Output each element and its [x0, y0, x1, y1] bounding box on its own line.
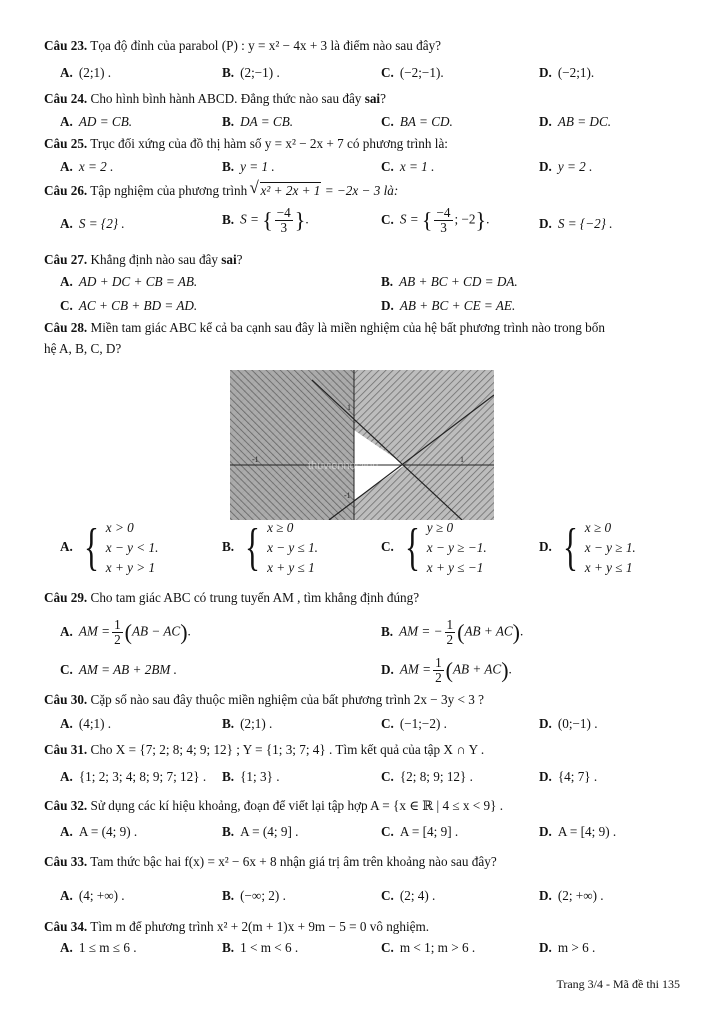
- question-28-line2: hệ A, B, C, D?: [44, 341, 122, 356]
- question-27: Câu 27. Khẳng định nào sau đây sai?: [44, 252, 243, 267]
- q29-options-row1: [0, 612, 724, 648]
- question-29: Câu 29. Cho tam giác ABC có trung tuyến AM , tìm khẳng định đúng?: [44, 590, 420, 605]
- question-number: Câu 29.: [44, 590, 88, 605]
- system: { x ≥ 0 x − y ≤ 1. x + y ≤ 1: [245, 519, 318, 576]
- option-c[interactable]: C. {2; 8; 9; 12} .: [381, 769, 473, 784]
- q24-options: [0, 112, 724, 134]
- question-number: Câu 26.: [44, 183, 88, 198]
- option-c[interactable]: C. (2; 4) .: [381, 888, 436, 903]
- question-26: Câu 26. Tập nghiệm của phương trình √ x² + 2x + 1 = −2x − 3 là:: [44, 182, 684, 200]
- tick-y-pos: 1: [347, 403, 351, 412]
- question-number: Câu 34.: [44, 919, 88, 934]
- option-d[interactable]: D. m > 6 .: [539, 940, 596, 955]
- q30-options: [0, 714, 724, 736]
- option-a[interactable]: A. AM = $\frac{1}{2}$ (AB − AC).: [60, 617, 191, 647]
- question-23: [44, 37, 684, 55]
- option-d[interactable]: D. { x ≥ 0 x − y ≥ 1. x + y ≤ 1: [539, 519, 636, 576]
- option-b[interactable]: B. (−∞; 2) .: [222, 888, 286, 903]
- triangle-region-figure: [230, 370, 494, 520]
- option-b[interactable]: B. { x ≥ 0 x − y ≤ 1. x + y ≤ 1: [222, 519, 318, 576]
- q27-options-row2: [0, 296, 724, 318]
- option-b[interactable]: B. AB + BC + CD = DA.: [381, 274, 518, 289]
- option-b[interactable]: B. A = (4; 9] .: [222, 824, 299, 839]
- fraction: $\frac{-4}{3}$: [276, 205, 291, 235]
- option-d[interactable]: D. y = 2 .: [539, 159, 593, 174]
- option-d[interactable]: D. {4; 7} .: [539, 769, 598, 784]
- option-b[interactable]: B. DA = CB.: [222, 114, 294, 129]
- tick-x-neg: -1: [252, 455, 259, 464]
- page-footer: Trang 3/4 - Mã đề thi 135: [556, 977, 680, 991]
- option-a[interactable]: A. A = (4; 9) .: [60, 824, 138, 839]
- option-b[interactable]: B. S = { $\frac{-4}{3}$ }.: [222, 205, 309, 235]
- sqrt-expression: √ x² + 2x + 1: [251, 182, 322, 200]
- option-b[interactable]: B. 1 < m < 6 .: [222, 940, 299, 955]
- shaded-left-region: [230, 370, 354, 520]
- option-b[interactable]: B. (2;−1) .: [222, 65, 280, 80]
- system: { y ≥ 0 x − y ≥ −1. x + y ≤ −1: [404, 519, 487, 576]
- option-b[interactable]: B. y = 1 .: [222, 159, 275, 174]
- question-31: Câu 31. Cho X = {7; 2; 8; 4; 9; 12} ; Y = {1; 3; 7; 4} . Tìm kết quả của tập X ∩ Y .: [44, 742, 485, 757]
- q32-options: [0, 822, 724, 844]
- question-number: Câu 32.: [44, 798, 88, 813]
- question-33: Câu 33. Tam thức bậc hai f(x) = x² − 6x + 8 nhận giá trị âm trên khoảng nào sau đây?: [44, 854, 497, 869]
- option-c[interactable]: C. { y ≥ 0 x − y ≥ −1. x + y ≤ −1: [381, 519, 487, 576]
- question-28: Câu 28. Miền tam giác ABC kể cả ba cạnh sau đây là miền nghiệm của hệ bất phương trình nào trong bốn: [44, 320, 605, 335]
- q29-options-row2: [0, 652, 724, 688]
- option-a[interactable]: A. x = 2 .: [60, 159, 114, 174]
- option-c[interactable]: C. BA = CD.: [381, 114, 453, 129]
- fraction: $\frac{-4}{3}$: [436, 205, 451, 235]
- option-a[interactable]: A. (4; +∞) .: [60, 888, 125, 903]
- q27-options-row1: [0, 272, 724, 294]
- tick-y-neg: -1: [344, 491, 351, 500]
- q25-options: [0, 157, 724, 179]
- option-a[interactable]: A. S = {2} .: [60, 216, 125, 231]
- option-c[interactable]: C. (−1;−2) .: [381, 716, 447, 731]
- question-number: Câu 24.: [44, 91, 88, 106]
- question-30: Câu 30. Cặp số nào sau đây thuộc miền nghiệm của bất phương trình 2x − 3y < 3 ?: [44, 692, 484, 707]
- option-c[interactable]: C. AC + CB + BD = AD.: [60, 298, 198, 313]
- option-d[interactable]: D. AB = DC.: [539, 114, 612, 129]
- option-a[interactable]: A. (2;1) .: [60, 65, 112, 80]
- q23-options: [0, 63, 724, 85]
- option-d[interactable]: D. (0;−1) .: [539, 716, 598, 731]
- option-b[interactable]: B. AM = − $\frac{1}{2}$ (AB + AC).: [381, 617, 524, 647]
- option-c[interactable]: C. m < 1; m > 6 .: [381, 940, 476, 955]
- tick-x-pos: 1: [460, 455, 464, 464]
- q26-options: [0, 206, 724, 242]
- option-a[interactable]: A. {1; 2; 3; 4; 8; 9; 7; 12} .: [60, 769, 207, 784]
- option-d[interactable]: D. (2; +∞) .: [539, 888, 604, 903]
- q28-options: [0, 518, 724, 582]
- question-32: Câu 32. Sử dụng các kí hiệu khoảng, đoạn để viết lại tập hợp A = {x ∈ ℝ | 4 ≤ x < 9} .: [44, 798, 504, 813]
- question-number: Câu 23.: [44, 38, 88, 53]
- option-c[interactable]: C. A = [4; 9] .: [381, 824, 459, 839]
- option-d[interactable]: D. AB + BC + CE = AE.: [381, 298, 516, 313]
- option-b[interactable]: B. (2;1) .: [222, 716, 273, 731]
- option-c[interactable]: C. AM = AB + 2BM .: [60, 662, 177, 677]
- option-d[interactable]: D. (−2;1).: [539, 65, 595, 80]
- option-a[interactable]: A. 1 ≤ m ≤ 6 .: [60, 940, 137, 955]
- system: { x > 0 x − y < 1. x + y > 1: [83, 519, 159, 576]
- option-c[interactable]: C. S = { $\frac{-4}{3}$ ; −2}.: [381, 205, 490, 235]
- question-number: Câu 33.: [44, 854, 88, 869]
- option-a[interactable]: A. AD = CB.: [60, 114, 133, 129]
- question-25: Câu 25. Trục đối xứng của đồ thị hàm số y = x² − 2x + 7 có phương trình là:: [44, 136, 448, 151]
- option-b[interactable]: B. {1; 3} .: [222, 769, 280, 784]
- q34-options: [0, 938, 724, 960]
- option-d[interactable]: D. S = {−2} .: [539, 216, 613, 231]
- option-a[interactable]: A. AD + DC + CB = AB.: [60, 274, 198, 289]
- question-number: Câu 25.: [44, 136, 88, 151]
- question-24: Câu 24. Cho hình bình hành ABCD. Đẳng thức nào sau đây sai?: [44, 91, 386, 106]
- question-text: Tọa độ đỉnh của parabol (P) : y = x² − 4x + 3 là điểm nào sau đây?: [90, 38, 442, 53]
- option-d[interactable]: D. A = [4; 9) .: [539, 824, 617, 839]
- question-number: Câu 28.: [44, 320, 88, 335]
- watermark-text: thuvienhoclieu: [308, 460, 379, 472]
- option-a[interactable]: A. (4;1) .: [60, 716, 112, 731]
- option-c[interactable]: C. x = 1 .: [381, 159, 435, 174]
- system: { x ≥ 0 x − y ≥ 1. x + y ≤ 1: [562, 519, 636, 576]
- option-a[interactable]: A. { x > 0 x − y < 1. x + y > 1: [60, 519, 159, 576]
- option-d[interactable]: D. AM = $\frac{1}{2}$ (AB + AC).: [381, 655, 512, 685]
- question-34: Câu 34. Tìm m để phương trình x² + 2(m + 1)x + 9m − 5 = 0 vô nghiệm.: [44, 919, 430, 934]
- option-c[interactable]: C. (−2;−1).: [381, 65, 444, 80]
- question-number: Câu 31.: [44, 742, 88, 757]
- question-number: Câu 27.: [44, 252, 88, 267]
- question-number: Câu 30.: [44, 692, 88, 707]
- q31-options: [0, 767, 724, 789]
- q33-options: [0, 886, 724, 908]
